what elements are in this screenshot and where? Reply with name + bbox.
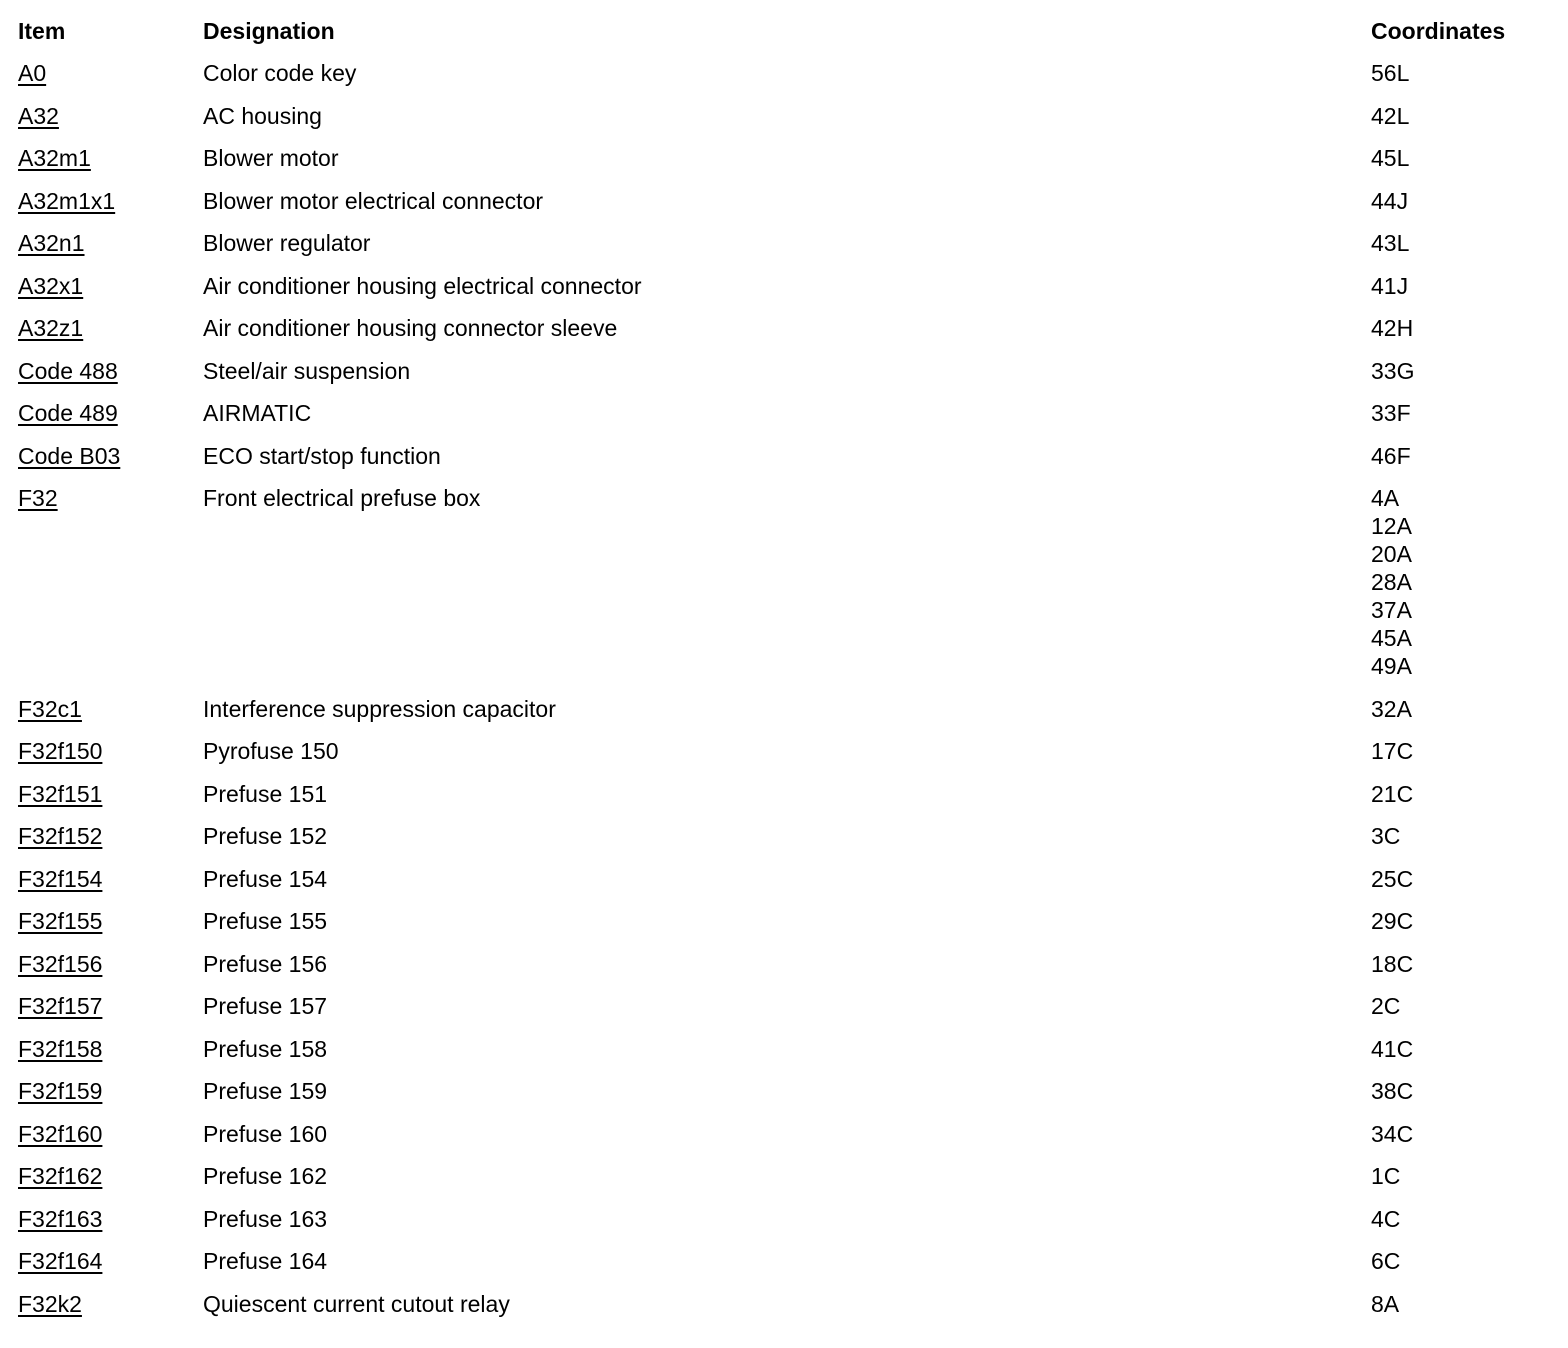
item-link[interactable]: F32f154 <box>18 865 103 892</box>
coordinate-value: 43L <box>1371 230 1410 256</box>
item-cell <box>18 442 203 485</box>
item-cell <box>18 314 203 357</box>
designation-cell: Prefuse 158 <box>203 1035 328 1062</box>
table-row <box>18 102 1551 145</box>
coordinates-cell <box>1371 442 1551 485</box>
item-cell <box>18 1290 203 1333</box>
header-designation: Designation <box>203 18 335 44</box>
item-cell <box>18 1247 203 1290</box>
table-row <box>18 1247 1551 1290</box>
item-link[interactable]: F32f164 <box>18 1248 103 1274</box>
designation-cell: Prefuse 151 <box>203 780 328 807</box>
coordinates-cell <box>1371 907 1551 950</box>
table-row <box>18 272 1551 315</box>
designation-cell: Prefuse 162 <box>203 1163 328 1189</box>
coordinates-cell <box>1371 865 1551 908</box>
table-row <box>18 865 1551 908</box>
designation-cell: Prefuse 154 <box>203 865 328 892</box>
coordinate-value: 8A <box>1371 1290 1400 1317</box>
coordinate-value: 1C <box>1371 1163 1401 1189</box>
item-cell <box>18 950 203 993</box>
coordinates-cell <box>1371 484 1551 695</box>
table-row <box>18 229 1551 272</box>
designation-cell: AC housing <box>203 102 322 129</box>
table-row <box>18 187 1551 230</box>
coordinates-cell <box>1371 950 1551 993</box>
coordinate-value: 49A <box>1371 653 1412 679</box>
designation-cell: ECO start/stop function <box>203 442 441 469</box>
table-row <box>18 314 1551 357</box>
coordinates-cell <box>1371 780 1551 823</box>
designation-cell: Prefuse 164 <box>203 1248 328 1274</box>
item-link[interactable]: F32c1 <box>18 695 82 722</box>
item-cell <box>18 822 203 865</box>
table-row <box>18 399 1551 442</box>
item-link[interactable]: Code 489 <box>18 400 118 426</box>
coordinate-value: 45A <box>1371 625 1412 651</box>
item-link[interactable]: F32f152 <box>18 823 103 849</box>
coordinate-value: 42L <box>1371 102 1410 129</box>
coordinates-cell <box>1371 737 1551 780</box>
item-link[interactable]: F32f151 <box>18 780 103 807</box>
item-cell <box>18 695 203 738</box>
component-legend-table <box>18 17 1551 1332</box>
item-link[interactable]: A32m1x1 <box>18 187 116 214</box>
designation-cell: Interference suppression capacitor <box>203 695 556 722</box>
item-link[interactable]: F32f162 <box>18 1163 103 1189</box>
item-cell <box>18 1120 203 1163</box>
item-link[interactable]: A32 <box>18 102 59 129</box>
coordinate-value: 41J <box>1371 272 1409 299</box>
item-link[interactable]: F32f155 <box>18 908 103 934</box>
designation-cell: Prefuse 163 <box>203 1205 328 1232</box>
coordinate-value: 2C <box>1371 993 1401 1019</box>
table-row <box>18 737 1551 780</box>
coordinates-cell <box>1371 1162 1551 1205</box>
item-link[interactable]: A32x1 <box>18 272 84 299</box>
coordinates-cell <box>1371 1077 1551 1120</box>
designation-cell: Blower motor <box>203 145 339 171</box>
coordinate-value: 38C <box>1371 1078 1414 1104</box>
designation-cell: Air conditioner housing electrical connector <box>203 272 642 299</box>
designation-cell: Prefuse 157 <box>203 993 328 1019</box>
item-cell <box>18 59 203 102</box>
item-link[interactable]: F32f157 <box>18 993 103 1019</box>
coordinates-cell <box>1371 1247 1551 1290</box>
table-row <box>18 950 1551 993</box>
coordinate-value: 29C <box>1371 908 1414 934</box>
coordinates-cell <box>1371 399 1551 442</box>
coordinate-value: 25C <box>1371 865 1414 892</box>
item-cell <box>18 144 203 187</box>
designation-cell: Steel/air suspension <box>203 357 411 384</box>
coordinates-cell <box>1371 59 1551 102</box>
coordinate-value: 28A <box>1371 569 1412 595</box>
coordinates-cell <box>1371 272 1551 315</box>
table-row <box>18 907 1551 950</box>
item-link[interactable]: A32n1 <box>18 230 85 256</box>
coordinates-cell <box>1371 187 1551 230</box>
item-link[interactable]: F32f158 <box>18 1035 103 1062</box>
coordinate-value: 56L <box>1371 60 1410 86</box>
item-link[interactable]: F32f163 <box>18 1205 103 1232</box>
item-cell <box>18 1077 203 1120</box>
table-row <box>18 484 1551 695</box>
coordinate-value: 34C <box>1371 1120 1414 1147</box>
item-cell <box>18 229 203 272</box>
coordinate-value: 33F <box>1371 400 1411 426</box>
designation-cell: Air conditioner housing connector sleeve <box>203 315 618 341</box>
table-row <box>18 1205 1551 1248</box>
coordinate-value: 21C <box>1371 780 1414 807</box>
coordinate-value: 17C <box>1371 738 1414 764</box>
table-row <box>18 357 1551 400</box>
item-link[interactable]: F32k2 <box>18 1290 82 1317</box>
designation-cell: Prefuse 155 <box>203 908 328 934</box>
table-row <box>18 695 1551 738</box>
coordinate-value: 45L <box>1371 145 1410 171</box>
coordinates-cell <box>1371 229 1551 272</box>
coordinate-value: 46F <box>1371 442 1411 469</box>
table-row <box>18 1290 1551 1333</box>
designation-cell: AIRMATIC <box>203 400 312 426</box>
header-coordinates: Coordinates <box>1371 18 1506 44</box>
coordinates-cell <box>1371 102 1551 145</box>
coordinate-value: 4A <box>1371 485 1400 511</box>
table-row <box>18 822 1551 865</box>
item-cell <box>18 102 203 145</box>
item-cell <box>18 357 203 400</box>
coordinates-cell <box>1371 992 1551 1035</box>
item-link[interactable]: Code B03 <box>18 442 121 469</box>
item-link[interactable]: A32m1 <box>18 145 91 171</box>
coordinate-value: 32A <box>1371 695 1412 722</box>
item-cell <box>18 1035 203 1078</box>
designation-cell: Prefuse 159 <box>203 1078 328 1104</box>
coordinate-value: 6C <box>1371 1248 1401 1274</box>
table-row <box>18 1035 1551 1078</box>
item-cell <box>18 187 203 230</box>
table-header <box>18 17 1551 59</box>
item-link[interactable]: F32f159 <box>18 1078 103 1104</box>
table-row <box>18 1162 1551 1205</box>
table-row <box>18 1077 1551 1120</box>
item-link[interactable]: F32f150 <box>18 738 103 764</box>
coordinate-value: 20A <box>1371 541 1412 567</box>
designation-cell: Blower regulator <box>203 230 371 256</box>
header-item: Item <box>18 18 66 44</box>
coordinates-cell <box>1371 1120 1551 1163</box>
designation-cell: Front electrical prefuse box <box>203 485 481 511</box>
coordinates-cell <box>1371 357 1551 400</box>
item-cell <box>18 399 203 442</box>
designation-cell: Quiescent current cutout relay <box>203 1290 510 1317</box>
coordinate-value: 33G <box>1371 357 1415 384</box>
designation-cell: Pyrofuse 150 <box>203 738 339 764</box>
item-cell <box>18 907 203 950</box>
coordinate-value: 4C <box>1371 1205 1401 1232</box>
item-cell <box>18 1205 203 1248</box>
coordinates-cell <box>1371 695 1551 738</box>
item-link[interactable]: A0 <box>18 60 47 86</box>
header-row <box>18 17 1551 59</box>
coordinates-cell <box>1371 1290 1551 1333</box>
table-row <box>18 442 1551 485</box>
coordinates-cell <box>1371 822 1551 865</box>
designation-cell: Prefuse 160 <box>203 1120 328 1147</box>
item-cell <box>18 780 203 823</box>
item-link[interactable]: F32f156 <box>18 950 103 977</box>
coordinate-value: 37A <box>1371 597 1412 623</box>
coordinate-value: 42H <box>1371 315 1414 341</box>
item-cell <box>18 737 203 780</box>
coordinate-value: 18C <box>1371 950 1414 977</box>
coordinates-cell <box>1371 314 1551 357</box>
table-body <box>18 59 1551 1332</box>
item-link[interactable]: A32z1 <box>18 315 84 341</box>
table-row <box>18 1120 1551 1163</box>
table-row <box>18 144 1551 187</box>
item-cell <box>18 992 203 1035</box>
coordinates-cell <box>1371 1035 1551 1078</box>
table-row <box>18 780 1551 823</box>
designation-cell: Color code key <box>203 60 357 86</box>
coordinate-value: 41C <box>1371 1035 1414 1062</box>
item-link[interactable]: Code 488 <box>18 357 118 384</box>
table-row <box>18 59 1551 102</box>
designation-cell: Prefuse 152 <box>203 823 328 849</box>
designation-cell: Blower motor electrical connector <box>203 187 544 214</box>
coordinates-cell <box>1371 1205 1551 1248</box>
coordinate-value: 3C <box>1371 823 1401 849</box>
designation-cell: Prefuse 156 <box>203 950 328 977</box>
coordinates-cell <box>1371 144 1551 187</box>
item-link[interactable]: F32f160 <box>18 1120 103 1147</box>
item-cell <box>18 865 203 908</box>
item-cell <box>18 1162 203 1205</box>
item-link[interactable]: F32 <box>18 485 58 511</box>
coordinate-value: 12A <box>1371 513 1412 539</box>
table-row <box>18 992 1551 1035</box>
item-cell <box>18 484 203 695</box>
coordinate-value: 44J <box>1371 187 1409 214</box>
item-cell <box>18 272 203 315</box>
